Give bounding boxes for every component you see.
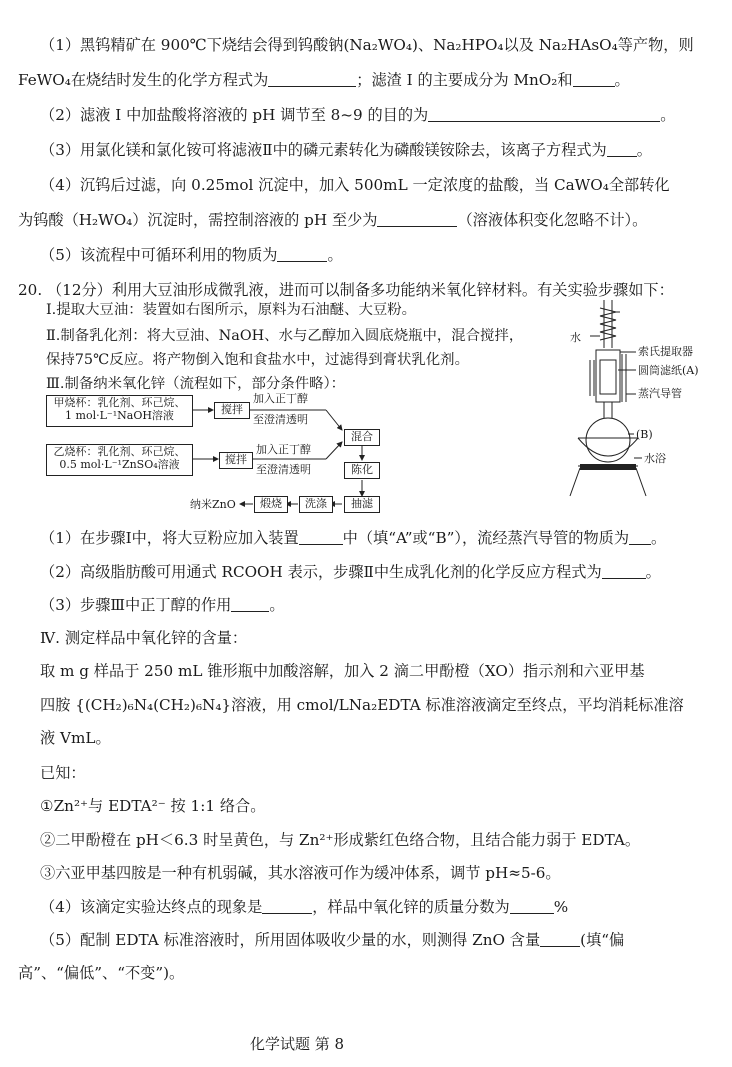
answer-blank[interactable] [602, 564, 646, 579]
label-flask-b: (B) [636, 428, 653, 441]
q20-step4-para3: 液 VmL。 [40, 729, 111, 747]
known-item-2: ②二甲酚橙在 pH＜6.3 时呈黄色，与 Zn²⁺形成紫红色络合物，且结合能力弱于 EDTA。 [40, 831, 641, 849]
add-butanol-a-1: 加入正丁醇 [253, 392, 308, 405]
q20-step3: Ⅲ.制备纳米氧化锌（流程如下，部分条件略）： [46, 376, 346, 392]
stir-box-a: 搅拌 [214, 402, 250, 419]
label-water-bath: 水浴 [644, 452, 666, 465]
known-label: 已知： [40, 764, 86, 782]
q20-step4-title: Ⅳ. 测定样品中氧化锌的含量： [40, 629, 248, 647]
q19-part4-line2 [18, 209, 732, 231]
add-butanol-b-1: 加入正丁醇 [256, 443, 311, 456]
q19-part1-end: 。 [614, 71, 630, 89]
answer-blank[interactable] [262, 899, 312, 914]
answer-blank[interactable] [428, 107, 660, 122]
q19-part4-text2: （溶液体积变化忽略不计）。 [457, 211, 648, 229]
add-butanol-b-2: 至澄清透明 [256, 463, 311, 476]
cup-b-box [46, 444, 193, 476]
q20-q3-end: 。 [269, 596, 285, 614]
answer-blank[interactable] [510, 899, 554, 914]
cup-a-line1: 甲烧杯：乳化剂、环己烷、 [53, 396, 186, 409]
q20-step4-para2: 四胺 {(CH₂)₆N₄(CH₂)₆N₄}溶液，用 cmol/LNa₂EDTA 标准溶液滴定至终点，平均消耗标准溶 [40, 696, 684, 714]
answer-blank[interactable] [573, 72, 615, 87]
age-box: 陈化 [344, 462, 380, 479]
q19-part2 [40, 104, 732, 126]
q20-q3 [40, 594, 732, 616]
q20-q3-text: （3）步骤Ⅲ中正丁醇的作用 [40, 596, 232, 614]
q20-q4-end: % [553, 898, 569, 916]
q20-q1 [40, 527, 732, 549]
answer-blank[interactable] [299, 530, 343, 545]
wash-box: 洗涤 [299, 496, 333, 513]
q19-part1-text2: ；滤渣 I 的主要成分为 MnO₂和 [356, 71, 573, 89]
q20-step2-line1: Ⅱ.制备乳化剂：将大豆油、NaOH、水与乙醇加入圆底烧瓶中，混合搅拌， [46, 328, 524, 344]
known-item-3: ③六亚甲基四胺是一种有机弱碱，其水溶液可作为缓冲体系，调节 pH≈5-6。 [40, 864, 561, 882]
q20-q2-end: 。 [645, 563, 661, 581]
q20-step4-para1: 取 m g 样品于 250 mL 锥形瓶中加酸溶解，加入 2 滴二甲酚橙（XO）指示剂和六亚甲基 [40, 662, 645, 680]
q19-part5 [40, 244, 732, 266]
q20-q2-text: （2）高级脂肪酸可用通式 RCOOH 表示，步骤Ⅱ中生成乳化剂的化学反应方程式为 [40, 563, 602, 581]
cup-a-line2: 1 mol·L⁻¹NaOH溶液 [65, 409, 174, 422]
cup-b-line2: 0.5 mol·L⁻¹ZnSO₄溶液 [59, 458, 180, 471]
q20-q5-line2: 高”、“偏低”、“不变”)。 [18, 964, 185, 982]
label-vapor-tube: 蒸汽导管 [638, 387, 682, 400]
q19-part2-text: （2）滤液 I 中加盐酸将溶液的 pH 调节至 8~9 的目的为 [40, 106, 429, 124]
q20-q1-text2: 中（填“A”或“B”），流经蒸汽导管的物质为 [342, 529, 630, 547]
q19-part5-text: （5）该流程中可循环利用的物质为 [40, 246, 278, 264]
answer-blank[interactable] [231, 597, 269, 612]
q20-q2 [40, 561, 732, 583]
stir-box-b: 搅拌 [219, 452, 253, 469]
label-soxhlet: 索氏提取器 [638, 345, 693, 358]
q20-heading: 20. （12分）利用大豆油形成微乳液，进而可以制备多功能纳米氧化锌材料。有关实验步骤如下： [18, 281, 674, 299]
q19-part1-text: FeWO₄在烧结时发生的化学方程式为 [18, 71, 269, 89]
q19-part5-end: 。 [327, 246, 343, 264]
q20-q4-text: （4）该滴定实验达终点的现象是 [40, 898, 263, 916]
q20-q1-text: （1）在步骤Ⅰ中，将大豆粉应加入装置 [40, 529, 299, 547]
q20-q1-end: 。 [651, 529, 667, 547]
q19-part3 [40, 139, 732, 161]
q19-part3-text: （3）用氯化镁和氯化铵可将滤液Ⅱ中的磷元素转化为磷酸镁铵除去，该离子方程式为 [40, 141, 607, 159]
answer-blank[interactable] [607, 142, 637, 157]
answer-blank[interactable] [629, 530, 651, 545]
cup-a-box [46, 395, 193, 427]
page-footer: 化学试题 第 8 [250, 1035, 345, 1053]
q19-part4-line1: （4）沉钨后过滤，向 0.25mol 沉淀中，加入 500mL 一定浓度的盐酸，当 CaWO₄全部转化 [40, 176, 670, 194]
filter-box: 抽滤 [344, 496, 380, 513]
cup-b-line1: 乙烧杯：乳化剂、环己烷、 [53, 445, 186, 458]
add-butanol-a-2: 至澄清透明 [253, 413, 308, 426]
answer-blank[interactable] [268, 72, 356, 87]
q19-part2-end: 。 [660, 106, 676, 124]
answer-blank[interactable] [277, 247, 327, 262]
soxhlet-apparatus [560, 298, 720, 498]
q20-q5-text: （5）配制 EDTA 标准溶液时，所用固体吸收少量的水，则测得 ZnO 含量 [40, 931, 541, 949]
label-water: 水 [570, 331, 581, 344]
q20-q4 [40, 896, 732, 918]
q20-step2-line2: 保持75℃反应。将产物倒入饱和食盐水中，过滤得到膏状乳化剂。 [46, 352, 469, 368]
q20-q5-line1 [40, 929, 732, 951]
q20-q5-text2: (填“偏 [580, 931, 625, 949]
answer-blank[interactable] [377, 212, 457, 227]
answer-blank[interactable] [540, 932, 580, 947]
calcine-box: 煅烧 [254, 496, 288, 513]
q19-part1-line2 [18, 69, 732, 91]
flow-diagram [40, 392, 390, 517]
q19-part3-end: 。 [636, 141, 652, 159]
q19-part1-line1: （1）黑钨精矿在 900℃下烧结会得到钨酸钠(Na₂WO₄)、Na₂HPO₄以及 Na₂HAsO₄等产物，则 [40, 36, 694, 54]
q20-q4-text2: ，样品中氧化锌的质量分数为 [312, 898, 510, 916]
product-label: 纳米ZnO [190, 498, 236, 511]
mix-box: 混合 [344, 429, 380, 446]
q20-step1: Ⅰ.提取大豆油：装置如右图所示，原料为石油醚、大豆粉。 [46, 302, 417, 318]
q19-part4-text: 为钨酸（H₂WO₄）沉淀时，需控制溶液的 pH 至少为 [18, 211, 378, 229]
label-filter-paper: 圆筒滤纸(A) [638, 364, 699, 377]
known-item-1: ①Zn²⁺与 EDTA²⁻ 按 1:1 络合。 [40, 797, 266, 815]
